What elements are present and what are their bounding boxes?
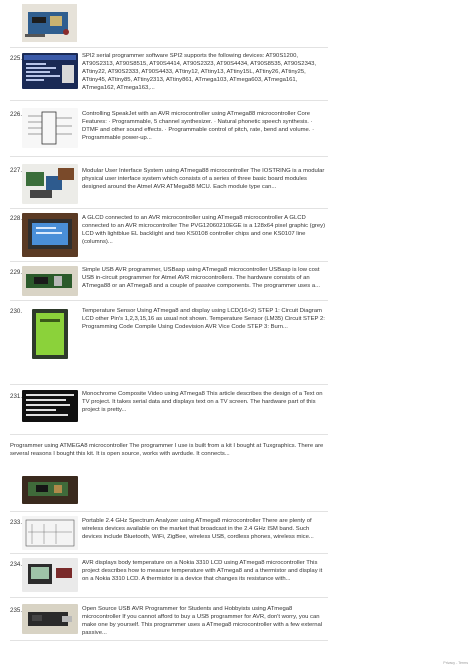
separator — [10, 300, 328, 301]
thumbnail[interactable] — [22, 516, 78, 550]
separator — [10, 156, 328, 157]
recaptcha-links[interactable]: Privacy - Terms — [443, 661, 468, 665]
thumbnail[interactable] — [22, 53, 78, 89]
separator — [10, 597, 328, 598]
software-screenshot-image — [22, 53, 78, 89]
item-description[interactable]: A GLCD connected to an AVR microcontroller using ATmega8 microcontroller A GLCD connected to an AVR microcontroller The PVG12060210EGE is a 128x64 pixel graphic (grey) LCD with lightblue EL backlight and two KS0108 controller chips and one KS0107 line (columns)... — [82, 215, 326, 246]
list-item — [10, 390, 328, 428]
thumbnail[interactable] — [22, 390, 78, 422]
separator — [10, 47, 328, 48]
programmer-kit-image — [22, 476, 78, 504]
nokia-lcd-image — [22, 558, 78, 592]
glcd-image — [22, 213, 78, 257]
separator — [10, 511, 328, 512]
item-description[interactable]: Temperature Sensor Using ATmega8 and display using LCD(16×2) STEP 1: Circuit Diagram LCD other Pin's 1,2,3,15,16 as usual not shown. Temperature Sensor (LM35) Circuit STEP 2: Programming Code Compile Using Codevision AVR Vice Code STEP 3: Burn... — [82, 308, 325, 331]
item-number: 233. — [10, 519, 23, 526]
item-number: 231. — [10, 393, 23, 400]
list-item — [10, 442, 328, 508]
list-item — [10, 558, 328, 596]
lcd-module-image — [32, 309, 68, 359]
item-description[interactable]: AVR displays body temperature on a Nokia 3310 LCD using ATmega8 microcontroller This project describes how to measure temperature with ATmega8 and a thermistor and display it on a Nokia 3310 LCD. A thermistor is a device that changes its resistance with... — [82, 560, 323, 583]
item-number: 228. — [10, 215, 23, 222]
item-description[interactable]: Open Source USB AVR Programmer for Students and Hobbyists using ATmega8 microcontroller If you cannot afford to buy a USB programmer for AVR, don't worry, you can make one by yourself. This programmer uses a ATmega8 microcontroller with a few external passive... — [82, 606, 323, 637]
item-number: 226. — [10, 111, 23, 118]
ui-modules-image — [22, 164, 78, 204]
usbasp-board-image — [22, 266, 78, 296]
thumbnail[interactable] — [22, 266, 78, 296]
item-description[interactable]: Programmer using ATMEGA8 microcontroller The programmer I use is built from a kit I bought at Tuxgraphics. There are several reasons I bought this kit. It is open source, works with avrdude. It connects... — [10, 443, 324, 458]
thumbnail-224[interactable] — [22, 4, 77, 42]
item-number: 235. — [10, 607, 23, 614]
item-number: 227. — [10, 167, 23, 174]
schematic-image — [22, 108, 78, 148]
list-item — [10, 604, 328, 638]
separator — [10, 553, 328, 554]
list-item — [10, 108, 328, 152]
list-item — [10, 164, 328, 206]
item-number: 230. — [10, 308, 23, 315]
item-description[interactable]: Modular User Interface System using ATmega88 microcontroller The IOSTRING is a modular physical user interface system which consists of a series of three basic board modules designed around the Atmel AVR ATMega88 MCU. Each module type can... — [82, 168, 325, 191]
separator — [10, 384, 328, 385]
item-number: 234. — [10, 561, 23, 568]
item-number: 225. — [10, 55, 23, 62]
separator — [10, 208, 328, 209]
list-item — [10, 52, 328, 98]
thumbnail[interactable] — [22, 476, 78, 504]
item-description[interactable]: Monochrome Composite Video using ATmega8 This article describes the design of a Text on TV project. It takes serial data and displays text on a TV screen. The hardware part of this project is pretty... — [82, 391, 323, 414]
spectrum-analyzer-image — [22, 516, 78, 550]
thumbnail[interactable] — [32, 309, 68, 359]
circuit-board-image — [22, 4, 77, 42]
thumbnail[interactable] — [22, 108, 78, 148]
list-item — [10, 212, 328, 258]
item-number: 229. — [10, 269, 23, 276]
separator — [10, 434, 328, 435]
separator — [10, 640, 328, 641]
usb-programmer-image — [22, 604, 78, 634]
thumbnail[interactable] — [22, 558, 78, 592]
item-description[interactable]: SPI2 serial programmer software SPI2 supports the following devices: AT90S1200, AT90S2313, AT90S8515, AT90S4414, AT90S2323, AT90S4434, AT90S8535, AT90S2343, ATtiny22, AT90S2333, AT90S4433, ATtiny12, ATtiny13, ATtiny15L, ATtiny26, ATtiny25, ATtiny45, ATtiny85, ATtiny2313, ATtiny861, ATmega103, ATmega603, ATmega161, ATmega162, ATmega163,... — [82, 53, 317, 92]
thumbnail[interactable] — [22, 164, 78, 204]
separator — [10, 261, 328, 262]
separator — [10, 100, 328, 101]
list-item — [10, 305, 328, 375]
tv-text-image — [22, 390, 78, 422]
item-description[interactable]: Simple USB AVR programmer, USBasp using ATmega8 microcontroller USBasp is low cost USB in-circuit programmer for Atmel AVR microcontrollers. The hardware consists of an ATmega88 or an ATmega8 and a couple of passive components. The programmer uses a... — [82, 267, 321, 290]
list-item — [10, 516, 328, 554]
thumbnail[interactable] — [22, 213, 78, 257]
item-description[interactable]: Portable 2.4 GHz Spectrum Analyzer using ATmega8 microcontroller There are plenty of wireless devices available on the market that broadcast in the 2.4 GHz ISM band. Such devices include Bluetooth, WiFi, ZigBee, wireless USB, cordless phones, wireless mice... — [82, 518, 314, 541]
item-description[interactable]: Controlling SpeakJet with an AVR microcontroller using ATmega88 microcontroller Core Features: · Programmable, 5 channel synthesizer. · Natural phonetic speech synthesis. · DTMF and other sound effects. · Programmable control of pitch, rate, bend and volume. · Programmable power-up... — [82, 111, 315, 142]
thumbnail[interactable] — [22, 604, 78, 634]
